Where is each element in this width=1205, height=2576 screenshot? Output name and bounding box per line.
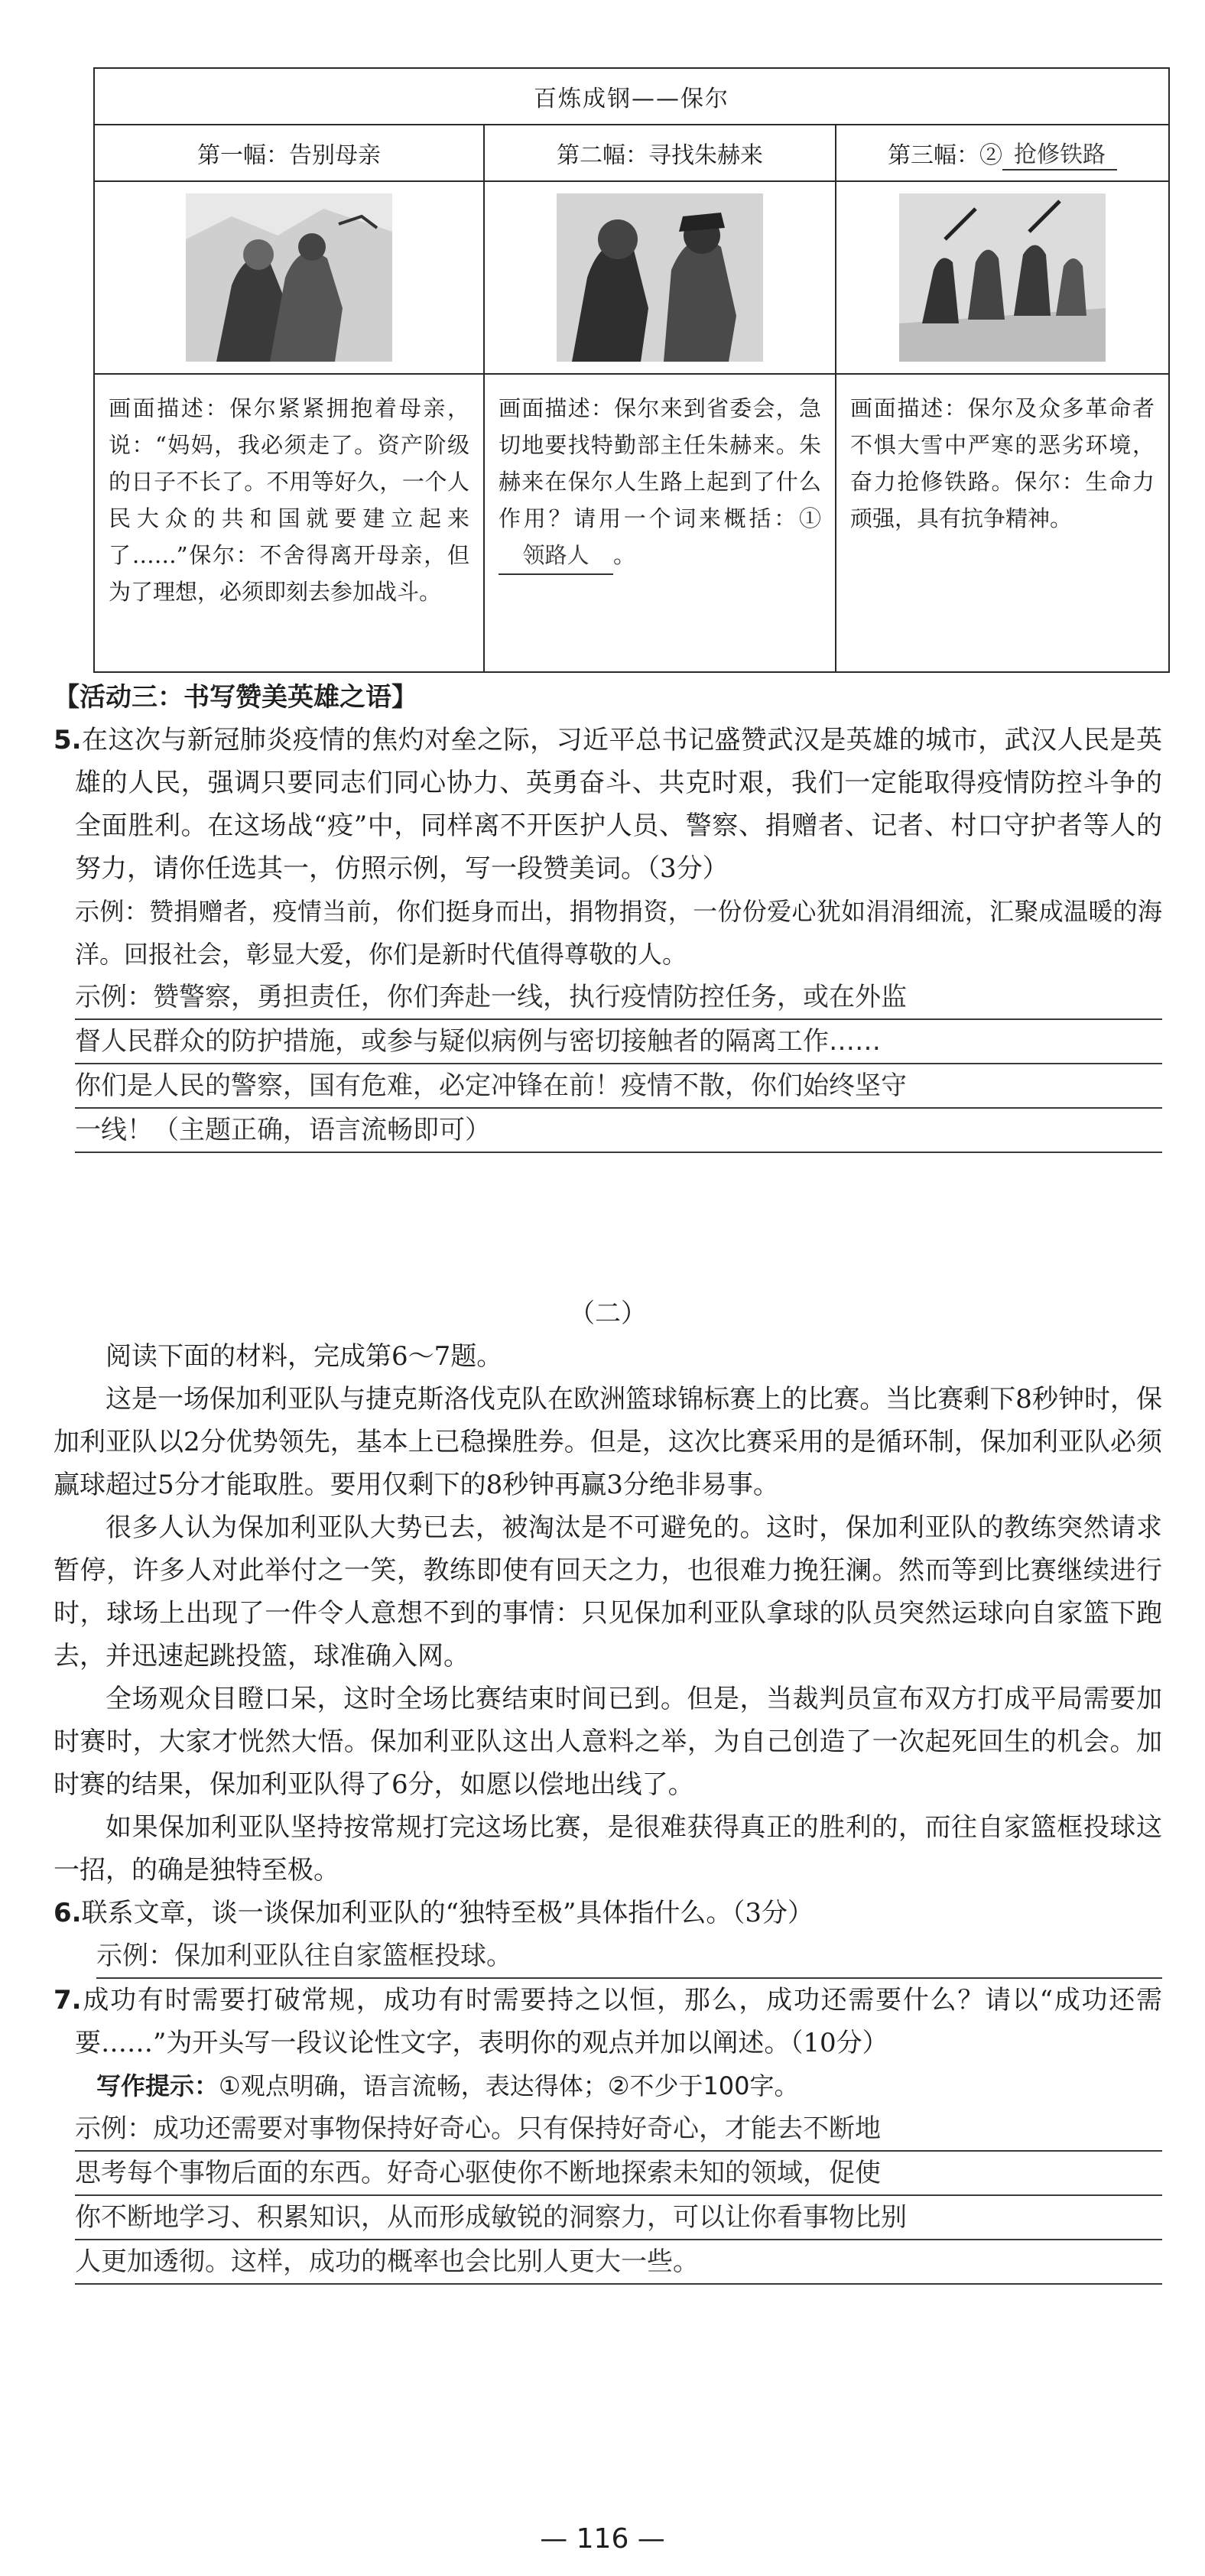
- question-5-number: 5.: [54, 725, 82, 755]
- question-6: [54, 1892, 1162, 1934]
- writing-tip-label: 写作提示：: [96, 2071, 219, 2100]
- reading-section: [54, 1292, 1162, 2285]
- answer-line: 思考每个事物后面的东西。好奇心驱使你不断地探索未知的领域，促使: [75, 2152, 1162, 2196]
- question-5-example: 示例：赞捐赠者，疫情当前，你们挺身而出，捐物捐资，一份份爱心犹如涓涓细流，汇聚成温暖的海洋。回报社会，彰显大爱，你们是新时代值得尊敬的人。: [75, 897, 1162, 969]
- passage-paragraph: 全场观众目瞪口呆，这时全场比赛结束时间已到。但是，当裁判员宣布双方打成平局需要加时赛时，大家才恍然大悟。保加利亚队这出人意料之举，为自己创造了一次起死回生的机会。加时赛的结果，保加利亚队得了6分，如愿以偿地出线了。: [54, 1684, 1162, 1800]
- question-7-number: 7.: [54, 1985, 82, 2016]
- answer-line: 一线！（主题正确，语言流畅即可）: [75, 1109, 1162, 1153]
- column-3-description: 画面描述：保尔及众多革命者不惧大雪中严寒的恶劣环境，奋力抢修铁路。保尔：生命力顽强，具有抗争精神。: [850, 395, 1155, 531]
- column-2-text: 画面描述：保尔来到省委会，急切地要找特勤部主任朱赫来。朱赫来在保尔人生路上起到了什么作用？请用一个词来概括：①: [499, 395, 821, 531]
- question-6-number: 6.: [54, 1898, 82, 1928]
- table-column-1: [95, 125, 485, 673]
- activity-three-section: [54, 676, 1162, 1153]
- table-title: 百炼成钢——保尔: [95, 69, 1168, 125]
- question-7-text: 成功有时需要打破常规，成功有时需要持之以恒，那么，成功还需要什么？请以“成功还需要……”为开头写一段议论性文字，表明你的观点并加以阐述。（10分）: [75, 1985, 1162, 2058]
- question-6-answer: [54, 1934, 1162, 1979]
- passage-paragraph: 很多人认为保加利亚队大势已去，被淘汰是不可避免的。这时，保加利亚队的教练突然请求暂停，许多人对此举付之一笑，教练即使有回天之力，也很难力挽狂澜。然而等到比赛继续进行时，球场上出现了一件令人意想不到的事情：只见保加利亚队拿球的队员突然运球向自家篮下跑去，并迅速起跳投篮，球准确入网。: [54, 1512, 1162, 1671]
- table-column-2: [485, 125, 836, 673]
- illustration-find-zhuhelai: [557, 193, 763, 362]
- answer-blank-2: 抢修铁路: [1002, 135, 1117, 171]
- illustration-repair-railway: [899, 193, 1106, 362]
- column-3-prefix: 第三幅：②: [888, 142, 1002, 169]
- illustration-farewell-mother: [186, 193, 392, 362]
- answer-line: 你们是人民的警察，国有危难，必定冲锋在前！疫情不散，你们始终坚守: [75, 1064, 1162, 1109]
- reading-intro: 阅读下面的材料，完成第6～7题。: [106, 1341, 503, 1372]
- column-2-end: 。: [613, 542, 636, 568]
- answer-line: 示例：保加利亚队往自家篮框投球。: [96, 1934, 1162, 1979]
- passage-paragraph: 如果保加利亚队坚持按常规打完这场比赛，是很难获得真正的胜利的，而往自家篮框投球这一招，的确是独特至极。: [54, 1812, 1162, 1886]
- answer-line: 你不断地学习、积累知识，从而形成敏锐的洞察力，可以让你看事物比别: [75, 2196, 1162, 2240]
- hero-comic-table: [93, 67, 1170, 673]
- column-3-heading: [836, 125, 1168, 182]
- column-1-heading: 第一幅：告别母亲: [95, 125, 483, 182]
- question-5-text: 在这次与新冠肺炎疫情的焦灼对垒之际，习近平总书记盛赞武汉是英雄的城市，武汉人民是英雄的人民，强调只要同志们同心协力、英勇奋斗、共克时艰，我们一定能取得疫情防控斗争的全面胜利。在这场战“疫”中，同样离不开医护人员、警察、捐赠者、记者、村口守护者等人的努力，请你任选其一，仿照示例，写一段赞美词。（3分）: [75, 725, 1162, 884]
- column-2-heading: 第二幅：寻找朱赫来: [485, 125, 835, 182]
- answer-line: 示例：赞警察，勇担责任，你们奔赴一线，执行疫情防控任务，或在外监: [75, 976, 1162, 1020]
- page-number: — 116 —: [540, 2523, 665, 2555]
- answer-line: 人更加透彻。这样，成功的概率也会比别人更大一些。: [75, 2240, 1162, 2285]
- writing-tip: [54, 2064, 1162, 2107]
- answer-blank-1: 领路人: [499, 537, 613, 575]
- table-column-3: [836, 125, 1168, 673]
- answer-line: 督人民群众的防护措施，或参与疑似病例与密切接触者的隔离工作……: [75, 1020, 1162, 1064]
- part-two-heading: （二）: [569, 1298, 647, 1329]
- writing-tip-text: ①观点明确，语言流畅，表达得体；②不少于100字。: [219, 2071, 799, 2100]
- question-5-answer: [54, 976, 1162, 1153]
- question-5: [54, 719, 1162, 890]
- answer-line: 示例：成功还需要对事物保持好奇心。只有保持好奇心，才能去不断地: [75, 2107, 1162, 2152]
- question-7-answer: [54, 2107, 1162, 2285]
- question-6-text: 联系文章，谈一谈保加利亚队的“独特至极”具体指什么。（3分）: [81, 1898, 814, 1928]
- column-2-description: [485, 375, 835, 575]
- question-7: [54, 1979, 1162, 2064]
- passage-paragraph: 这是一场保加利亚队与捷克斯洛伐克队在欧洲篮球锦标赛上的比赛。当比赛剩下8秒钟时，保加利亚队以2分优势领先，基本上已稳操胜券。但是，这次比赛采用的是循环制，保加利亚队必须赢球超过5分才能取胜。要用仅剩下的8秒钟再赢3分绝非易事。: [54, 1384, 1162, 1500]
- column-1-description: 画面描述：保尔紧紧拥抱着母亲，说：“妈妈，我必须走了。资产阶级的日子不长了。不用等好久，一个人民大众的共和国就要建立起来了……”保尔：不舍得离开母亲，但为了理想，必须即刻去参加战斗。: [109, 395, 469, 605]
- activity-three-heading: 【活动三：书写赞美英雄之语】: [54, 682, 417, 713]
